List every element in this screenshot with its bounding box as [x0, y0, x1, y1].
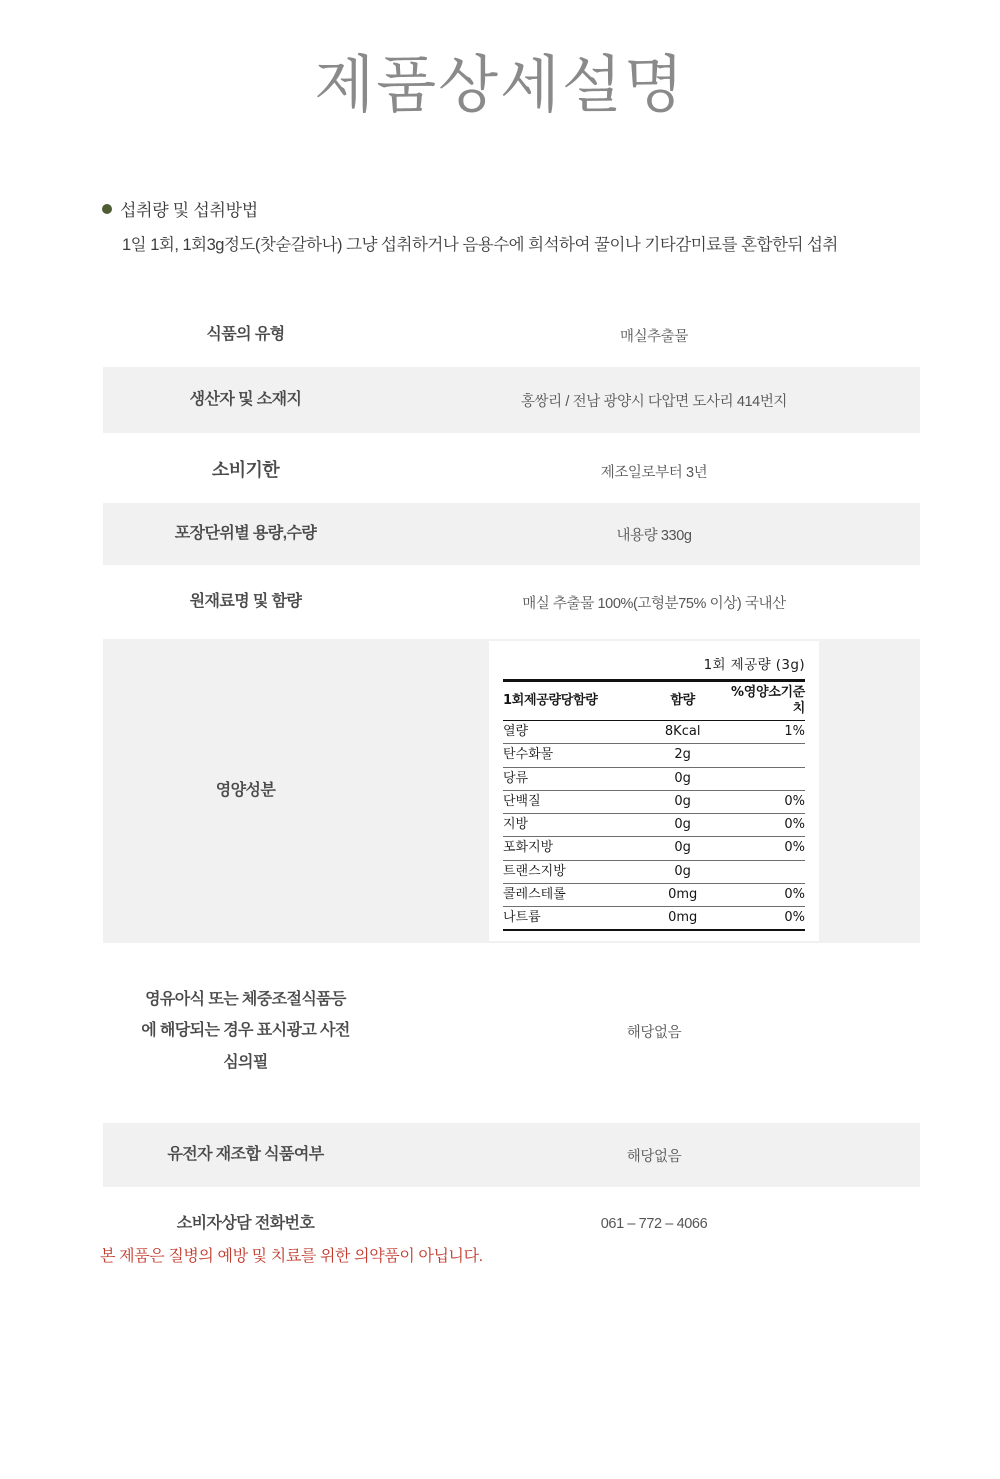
nutrition-panel	[388, 641, 920, 942]
table-row	[103, 303, 920, 367]
disclaimer-note: 본 제품은 질병의 예방 및 치료를 위한 의약품이 아닙니다.	[100, 1248, 483, 1265]
row-gap	[103, 1105, 920, 1123]
spec-label-line: 영유아식 또는 체중조절식품등	[145, 991, 346, 1009]
nutrition-row	[503, 744, 805, 767]
spec-value: 내용량 330g	[616, 527, 692, 544]
nutrition-row	[503, 907, 805, 931]
nutrition-nutrient-name: 탄수화물	[503, 747, 554, 763]
nutrition-nutrient-name: 나트륨	[503, 910, 541, 926]
nutrition-table	[503, 679, 805, 932]
nutrition-nutrient-amount: 0mg	[668, 910, 698, 926]
nutrition-nutrient-name: 열량	[503, 724, 529, 740]
nutrition-nutrient-name: 콜레스테롤	[503, 886, 566, 902]
nutrition-nutrient-percent: 0%	[784, 793, 805, 809]
nutrition-table-body	[503, 721, 805, 931]
intake-description: 1일 1회, 1회3g정도(찻숟갈하나) 그냥 섭취하거나 음용수에 희석하여 꿀이나 기타감미료를 혼합한뒤 섭취	[122, 236, 838, 254]
spec-label: 원재료명 및 함량	[189, 593, 302, 610]
nutrition-header-row	[503, 680, 805, 721]
nutrition-nutrient-name: 포화지방	[503, 840, 554, 856]
intake-heading	[102, 196, 962, 221]
nutrition-row	[503, 883, 805, 906]
nutrition-col-amount: 함량	[670, 692, 695, 708]
intake-title: 섭취량 및 섭취방법	[120, 201, 258, 220]
nutrition-facts-box	[489, 641, 819, 942]
table-row	[103, 1123, 920, 1187]
spec-label: 포장단위별 용량,수량	[174, 525, 317, 542]
nutrition-table-head	[503, 680, 805, 721]
table-row	[103, 439, 920, 503]
spec-value: 해당없음	[626, 1024, 682, 1041]
spec-label: 영양성분	[215, 782, 276, 799]
specification-table	[103, 303, 920, 1255]
nutrition-nutrient-percent	[723, 860, 805, 883]
nutrition-nutrient-amount: 8Kcal	[664, 724, 701, 740]
spec-value: 홍쌍리 / 전남 광양시 다압면 도사리 414번지	[520, 393, 788, 410]
nutrition-nutrient-amount: 0g	[674, 793, 691, 809]
spec-value: 매실 추출물 100%(고형분75% 이상) 국내산	[522, 595, 786, 612]
spec-label-line: 에 해당되는 경우 표시광고 사전	[141, 1022, 350, 1040]
nutrition-nutrient-amount: 2g	[674, 747, 691, 763]
nutrition-nutrient-percent	[723, 767, 805, 790]
nutrition-nutrient-percent: 0%	[784, 886, 805, 902]
nutrition-nutrient-name: 단백질	[503, 793, 541, 809]
spec-label: 소비자상담 전화번호	[176, 1215, 315, 1232]
nutrition-nutrient-name: 지방	[503, 817, 529, 833]
nutrition-row	[503, 767, 805, 790]
intake-section	[102, 196, 962, 255]
nutrition-row	[503, 814, 805, 837]
nutrition-nutrient-percent: 1%	[784, 724, 805, 740]
spec-value: 061 – 772 – 4066	[600, 1216, 708, 1232]
table-row	[103, 571, 920, 633]
spec-value: 매실추출물	[619, 328, 689, 345]
spec-label: 유전자 재조합 식품여부	[167, 1146, 324, 1163]
nutrition-nutrient-amount: 0mg	[668, 886, 698, 902]
table-row	[103, 367, 920, 433]
nutrition-row	[503, 721, 805, 744]
nutrition-serving-size: 1회 제공량 (3g)	[703, 656, 805, 673]
spec-label: 생산자 및 소재지	[189, 391, 302, 408]
nutrition-nutrient-amount: 0g	[674, 770, 691, 786]
table-row	[103, 957, 920, 1105]
spec-value: 제조일로부터 3년	[600, 464, 708, 481]
nutrition-nutrient-amount: 0g	[674, 817, 691, 833]
table-row	[103, 503, 920, 565]
row-gap	[103, 943, 920, 957]
nutrition-nutrient-amount: 0g	[674, 840, 691, 856]
nutrition-col-name: 1회제공량당함량	[503, 692, 598, 708]
spec-label: 소비기한	[211, 460, 280, 481]
nutrition-nutrient-percent: 0%	[784, 817, 805, 833]
nutrition-row	[503, 837, 805, 860]
bullet-dot-icon	[102, 204, 112, 214]
nutrition-row	[503, 860, 805, 883]
nutrition-nutrient-amount: 0g	[674, 863, 691, 879]
table-row-nutrition	[103, 639, 920, 943]
nutrition-nutrient-percent: 0%	[784, 840, 805, 856]
page-title: 제품상세설명	[314, 52, 686, 120]
nutrition-row	[503, 790, 805, 813]
nutrition-col-percent: %영양소기준치	[730, 684, 805, 716]
nutrition-nutrient-name: 트랜스지방	[503, 863, 566, 879]
nutrition-nutrient-name: 당류	[503, 770, 529, 786]
nutrition-nutrient-percent: 0%	[784, 910, 805, 926]
nutrition-nutrient-percent	[723, 744, 805, 767]
spec-value: 해당없음	[626, 1148, 682, 1165]
spec-label-multiline	[103, 984, 388, 1078]
spec-label-line: 심의필	[223, 1053, 268, 1071]
spec-label: 식품의 유형	[206, 326, 285, 343]
